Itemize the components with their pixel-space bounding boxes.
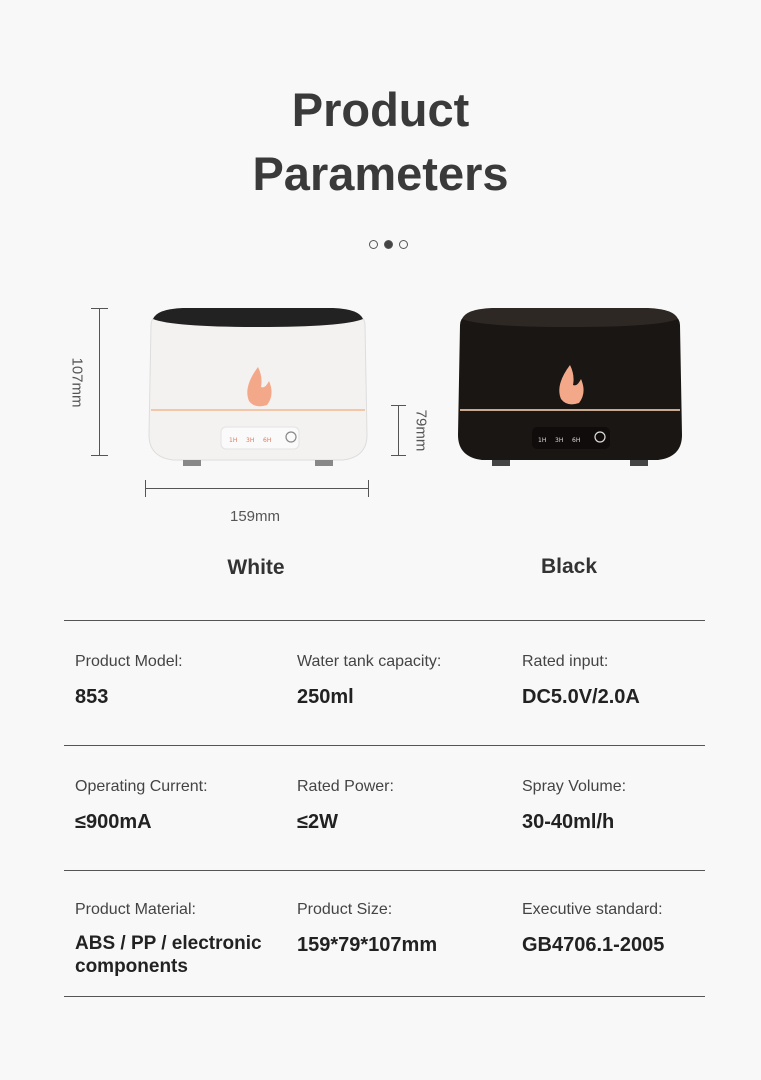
param-product-size	[297, 900, 512, 957]
svg-text:3H: 3H	[246, 437, 255, 444]
param-label: Water tank capacity:	[297, 653, 442, 670]
param-value: DC5.0V/2.0A	[522, 686, 640, 709]
table-divider	[64, 996, 705, 997]
param-label: Executive standard:	[522, 901, 663, 918]
carousel-indicator[interactable]	[369, 240, 408, 249]
param-label: Product Size:	[297, 901, 393, 918]
param-label: Product Model:	[75, 653, 183, 670]
width-dimension-cap	[145, 480, 146, 497]
svg-text:6H: 6H	[572, 437, 581, 444]
param-product-material	[75, 900, 287, 979]
param-value: 853	[75, 686, 109, 709]
table-divider	[64, 620, 705, 621]
carousel-dot[interactable]	[369, 240, 378, 249]
param-value: 30-40ml/h	[522, 811, 615, 834]
svg-text:1H: 1H	[229, 437, 238, 444]
param-label: Operating Current:	[75, 778, 208, 795]
page-title-line1: Product	[291, 83, 470, 136]
param-label: Rated Power:	[297, 778, 394, 795]
param-product-model	[75, 652, 290, 709]
param-value: ≤900mA	[75, 811, 152, 834]
page-title-line2: Parameters	[252, 147, 509, 200]
param-rated-input	[522, 652, 737, 709]
depth-dimension-cap	[391, 455, 406, 456]
carousel-dot-active[interactable]	[384, 240, 393, 249]
width-dimension-line	[145, 488, 369, 489]
param-label: Rated input:	[522, 653, 609, 670]
depth-dimension-cap	[391, 405, 406, 406]
param-operating-current	[75, 777, 290, 834]
depth-dimension-label: 79mm	[412, 409, 430, 452]
param-label: Spray Volume:	[522, 778, 627, 795]
param-value: 159*79*107mm	[297, 934, 438, 957]
height-dimension-cap	[91, 455, 108, 456]
black-diffuser-image	[452, 305, 688, 470]
param-spray-volume	[522, 777, 737, 834]
width-dimension-cap	[368, 480, 369, 497]
color-name-black: Black	[540, 555, 598, 578]
height-dimension-label: 107mm	[68, 357, 86, 408]
white-diffuser-image	[143, 305, 373, 470]
color-name-white: White	[227, 556, 285, 579]
depth-dimension-line	[398, 405, 399, 455]
param-value: ≤2W	[297, 811, 338, 834]
height-dimension-cap	[91, 308, 108, 309]
param-executive-standard	[522, 900, 737, 957]
param-value: ABS / PP / electronic components	[75, 933, 262, 977]
svg-text:6H: 6H	[263, 437, 272, 444]
table-divider	[64, 745, 705, 746]
carousel-dot[interactable]	[399, 240, 408, 249]
svg-text:1H: 1H	[538, 437, 547, 444]
param-value: GB4706.1-2005	[522, 934, 665, 957]
table-divider	[64, 870, 705, 871]
param-water-tank	[297, 652, 512, 709]
param-value: 250ml	[297, 686, 354, 709]
param-rated-power	[297, 777, 512, 834]
param-label: Product Material:	[75, 901, 196, 918]
width-dimension-label: 159mm	[230, 508, 281, 525]
svg-text:3H: 3H	[555, 437, 564, 444]
height-dimension-line	[99, 308, 100, 456]
